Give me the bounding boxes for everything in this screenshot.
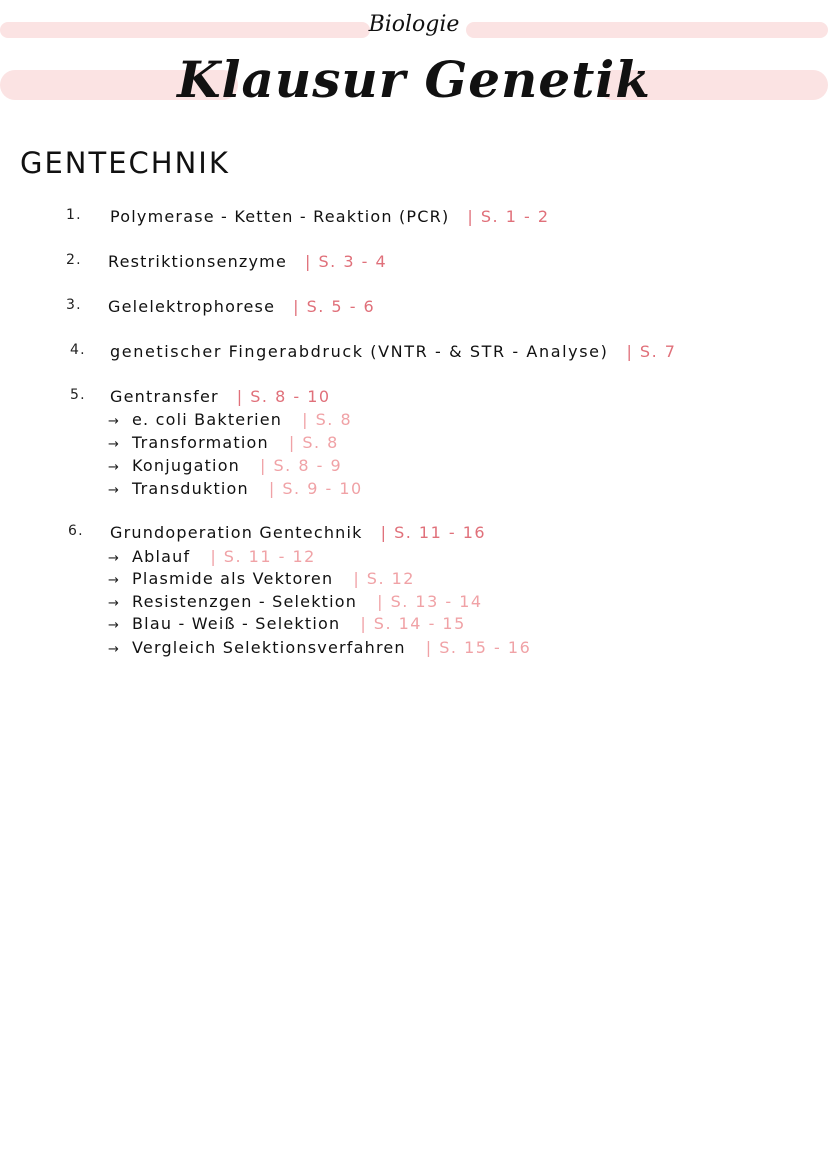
toc-subitem: → Transduktion | S. 9 - 10 bbox=[108, 479, 363, 498]
toc-item-1 bbox=[0, 207, 828, 231]
section-heading: GENTECHNIK bbox=[20, 146, 230, 180]
toc-subitem-pages: | S. 12 bbox=[353, 569, 415, 588]
toc-subitem: → Transformation | S. 8 bbox=[108, 433, 339, 452]
toc-item-label: Polymerase - Ketten - Reaktion (PCR) | S. 1 - 2 bbox=[110, 207, 550, 226]
toc-item-3 bbox=[0, 297, 828, 321]
toc-item-pages: | S. 11 - 16 bbox=[380, 523, 487, 542]
toc-item-label: Grundoperation Gentechnik | S. 11 - 16 bbox=[110, 523, 487, 542]
toc-item-number: 1. bbox=[66, 207, 82, 223]
toc-item-5 bbox=[0, 387, 828, 411]
toc-item-4 bbox=[0, 342, 828, 366]
toc-subitem: → Resistenzgen - Selektion | S. 13 - 14 bbox=[108, 592, 483, 611]
page-title: Klausur Genetik bbox=[177, 50, 651, 109]
toc-item-label: Restriktionsenzyme | S. 3 - 4 bbox=[108, 252, 388, 271]
toc-subitem-pages: | S. 8 bbox=[302, 410, 353, 429]
toc-item-number: 4. bbox=[70, 342, 86, 358]
toc-item-pages: | S. 8 - 10 bbox=[236, 387, 331, 406]
toc-subitem: → Blau - Weiß - Selektion | S. 14 - 15 bbox=[108, 614, 466, 633]
arrow-right-icon: → bbox=[108, 483, 121, 498]
toc-item-pages: | S. 1 - 2 bbox=[467, 207, 550, 226]
toc-subitem: → Ablauf | S. 11 - 12 bbox=[108, 547, 316, 566]
arrow-right-icon: → bbox=[108, 573, 121, 588]
subject-label: Biologie bbox=[368, 12, 460, 37]
toc-item-label: Gelelektrophorese | S. 5 - 6 bbox=[108, 297, 376, 316]
arrow-right-icon: → bbox=[108, 642, 121, 657]
toc-item-pages: | S. 3 - 4 bbox=[305, 252, 388, 271]
toc-subitem: → Konjugation | S. 8 - 9 bbox=[108, 456, 343, 475]
toc-item-6 bbox=[0, 523, 828, 547]
toc-subitem-pages: | S. 11 - 12 bbox=[210, 547, 316, 566]
toc-subitem-pages: | S. 9 - 10 bbox=[268, 479, 363, 498]
toc-item-2 bbox=[0, 252, 828, 276]
arrow-right-icon: → bbox=[108, 618, 121, 633]
arrow-right-icon: → bbox=[108, 596, 121, 611]
toc-item-pages: | S. 7 bbox=[626, 342, 677, 361]
arrow-right-icon: → bbox=[108, 551, 121, 566]
toc-subitem: → Plasmide als Vektoren | S. 12 bbox=[108, 569, 415, 588]
toc-item-number: 6. bbox=[68, 523, 84, 539]
toc-subitem-pages: | S. 14 - 15 bbox=[360, 614, 466, 633]
toc-item-pages: | S. 5 - 6 bbox=[293, 297, 376, 316]
toc-item-number: 5. bbox=[70, 387, 86, 403]
toc-item-number: 2. bbox=[66, 252, 82, 268]
toc-item-label: Gentransfer | S. 8 - 10 bbox=[110, 387, 331, 406]
toc-item-number: 3. bbox=[66, 297, 82, 313]
toc-subitem-pages: | S. 8 bbox=[288, 433, 339, 452]
toc-subitem-pages: | S. 15 - 16 bbox=[425, 638, 532, 657]
toc-item-label: genetischer Fingerabdruck (VNTR - & STR - Analyse) | S. 7 bbox=[110, 342, 677, 361]
toc-subitem: → Vergleich Selektionsverfahren | S. 15 - 16 bbox=[108, 638, 532, 657]
arrow-right-icon: → bbox=[108, 414, 121, 429]
toc-subitem: → e. coli Bakterien | S. 8 bbox=[108, 410, 353, 429]
arrow-right-icon: → bbox=[108, 460, 121, 475]
arrow-right-icon: → bbox=[108, 437, 121, 452]
toc-subitem-pages: | S. 13 - 14 bbox=[377, 592, 483, 611]
toc-subitem-pages: | S. 8 - 9 bbox=[260, 456, 343, 475]
